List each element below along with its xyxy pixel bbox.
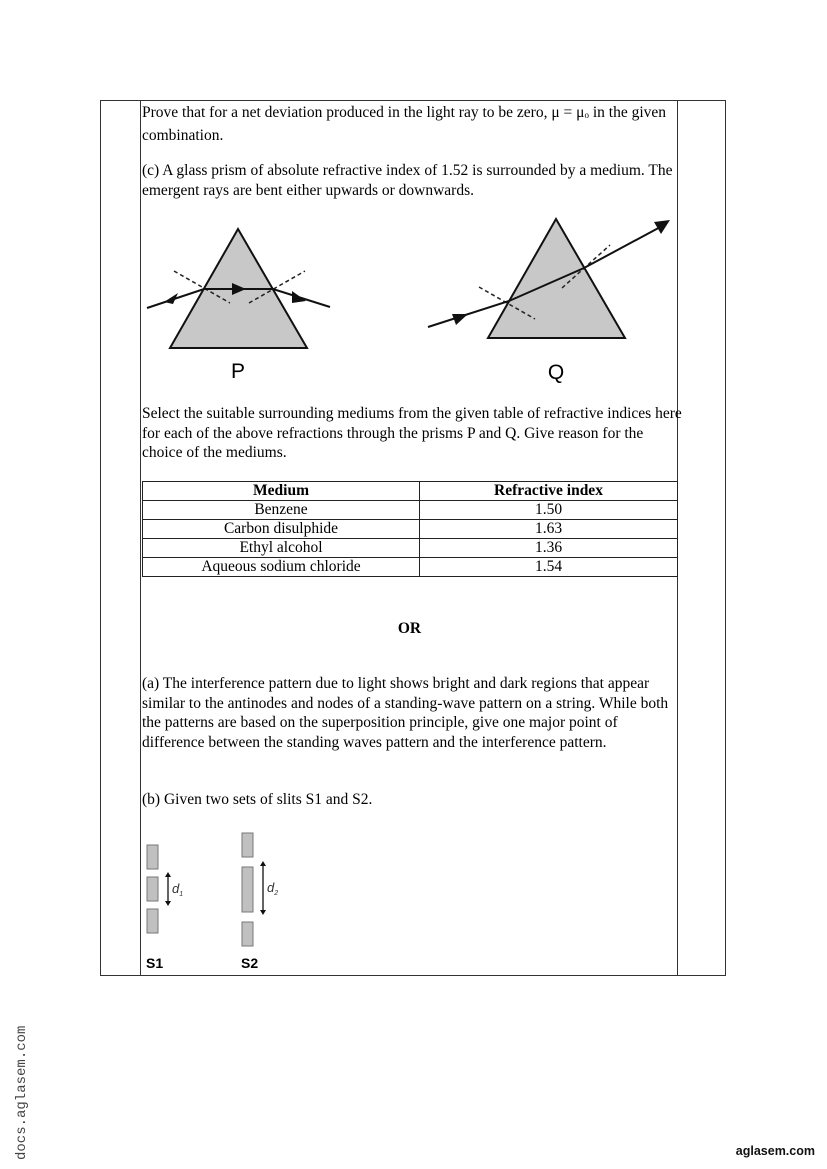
index-cell: 1.54 [420, 558, 678, 577]
question-table [100, 100, 726, 976]
table-header-row [143, 482, 678, 501]
table-row [143, 558, 678, 577]
header-refractive-index: Refractive index [420, 482, 678, 501]
slits-figure [142, 831, 342, 971]
medium-cell: Ethyl alcohol [143, 539, 420, 558]
watermark-left: docs.aglasem.com [14, 1025, 30, 1160]
table-row [143, 539, 678, 558]
refractive-index-table [142, 481, 678, 577]
table-row [143, 520, 678, 539]
ray-arrow [654, 220, 670, 234]
header-medium: Medium [143, 482, 420, 501]
s2-label: S2 [241, 955, 259, 971]
slit-barrier [147, 845, 158, 869]
slit-barrier [242, 922, 253, 946]
part-a-text: (a) The interference pattern due to light shows bright and dark regions that appear similar to the antinodes and nodes of a standing-wave pattern on a string. While both the patterns are based on the superposition principle, give one major point of difference between the standing waves pattern and the interference pattern. [142, 675, 669, 751]
ray-arrow [452, 314, 468, 325]
index-cell: 1.36 [420, 539, 678, 558]
or-separator: OR [397, 620, 422, 637]
prism-p-diagram [147, 229, 330, 383]
arrow-head [165, 901, 171, 906]
slit-set-s2 [241, 833, 278, 971]
slit-barrier [147, 909, 158, 933]
arrow-head [165, 872, 171, 877]
medium-cell: Carbon disulphide [143, 520, 420, 539]
medium-cell: Aqueous sodium chloride [143, 558, 420, 577]
arrow-head [260, 910, 266, 915]
prism-p-label: P [230, 360, 246, 383]
prism-q-label: Q [547, 361, 565, 384]
prism-q [488, 219, 625, 338]
prism-figures [142, 101, 682, 401]
part-c-text: (c) A glass prism of absolute refractive index of 1.52 is surrounded by a medium. The emergent rays are bent either upwards or downwards. [142, 162, 673, 199]
arrow-head [260, 861, 266, 866]
column-divider-left [140, 101, 141, 975]
intro-text: Prove that for a net deviation produced in the light ray to be zero, μ = μ [142, 104, 585, 121]
prism-q-diagram [428, 219, 670, 384]
slit-barrier [242, 833, 253, 857]
s1-label: S1 [146, 955, 164, 971]
d2-label: $d_2$ [267, 880, 279, 897]
d1-label: $d_1$ [172, 881, 184, 898]
slit-barrier [147, 877, 158, 901]
intro-tail: in the given combination. [142, 104, 667, 144]
part-b-text: (b) Given two sets of slits S1 and S2. [142, 791, 373, 808]
ray-arrow [292, 291, 306, 303]
slit-barrier [242, 867, 253, 912]
index-cell: 1.63 [420, 520, 678, 539]
slit-set-s1 [146, 845, 183, 971]
watermark-right: aglasem.com [735, 1144, 815, 1158]
mu-subscript: o [584, 110, 589, 120]
medium-cell: Benzene [143, 501, 420, 520]
index-cell: 1.50 [420, 501, 678, 520]
instruction-text: Select the suitable surrounding mediums from the given table of refractive indices here for each of the above refractions through the prisms P and Q. Give reason for the choice of the mediums. [142, 405, 682, 461]
table-row [143, 501, 678, 520]
